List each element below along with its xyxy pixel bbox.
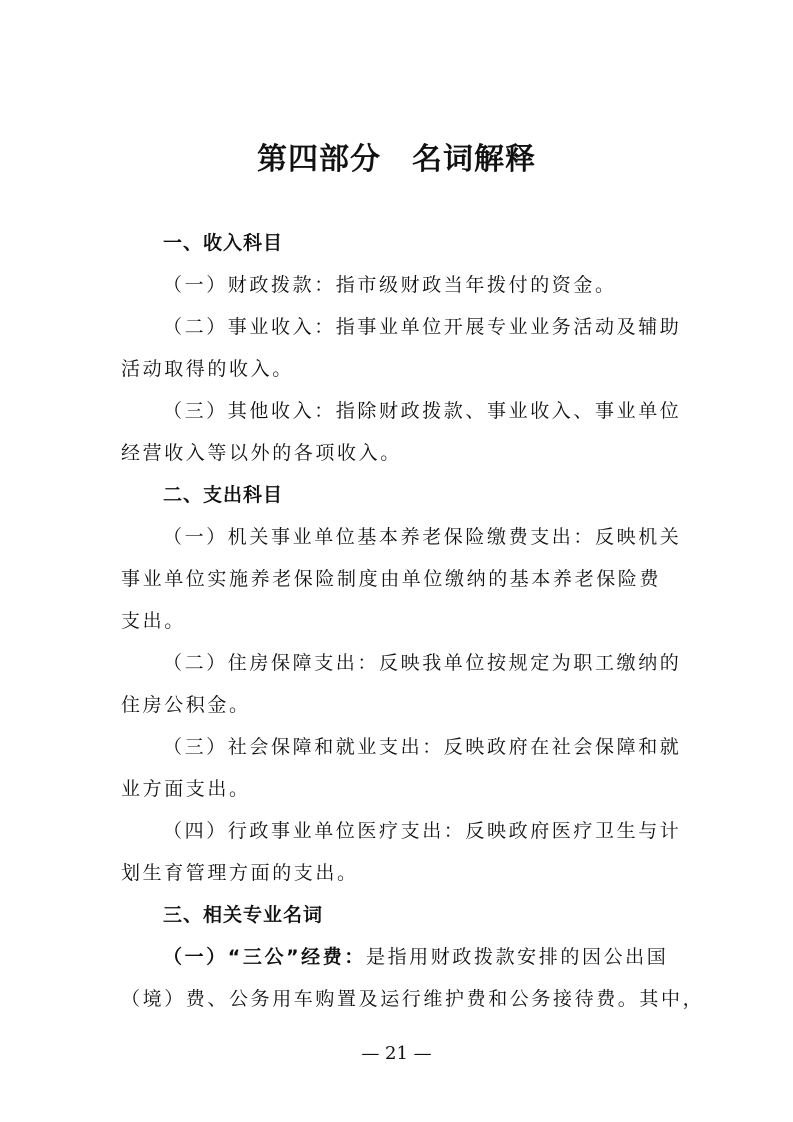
section-heading-income: 一、收入科目 [163,232,284,254]
paragraph-line: （一）机关事业单位基本养老保险缴费支出：反映机关 [163,526,682,548]
paragraph-line: （一）财政拨款：指市级财政当年拨付的资金。 [163,274,617,296]
paragraph-line: （二）住房保障支出：反映我单位按规定为职工缴纳的 [163,652,682,674]
paragraph-line: （四）行政事业单位医疗支出：反映政府医疗卫生与计 [163,820,682,842]
paragraph-line: 支出。 [121,610,186,632]
section-heading-terms: 三、相关专业名词 [163,904,324,926]
paragraph-line: （二）事业收入：指事业单位开展专业业务活动及辅助 [163,316,682,338]
term-lead: （一）“三公”经费： [163,946,366,968]
paragraph-line: 事业单位实施养老保险制度由单位缴纳的基本养老保险费 [121,568,662,590]
paragraph-line: （境）费、公务用车购置及运行维护费和公务接待费。其中， [121,988,705,1010]
page-number: — 21 — [361,1043,432,1064]
paragraph-line [121,936,673,978]
paragraph-line: （三）其他收入：指除财政拨款、事业收入、事业单位 [163,400,682,422]
paragraph-line: 住房公积金。 [121,694,251,716]
paragraph-line: 经营收入等以外的各项收入。 [121,442,402,464]
term-definition: 是指用财政拨款安排的因公出国 [365,946,669,968]
paragraph-line: 划生育管理方面的支出。 [121,862,359,884]
section-heading-expenditure: 二、支出科目 [163,484,284,506]
document-body [121,222,705,1020]
paragraph-line: （三）社会保障和就业支出：反映政府在社会保障和就 [163,736,682,758]
page-title: 第四部分 名词解释 [257,142,536,177]
paragraph-line: 活动取得的收入。 [121,358,294,380]
paragraph-line: 业方面支出。 [121,778,251,800]
